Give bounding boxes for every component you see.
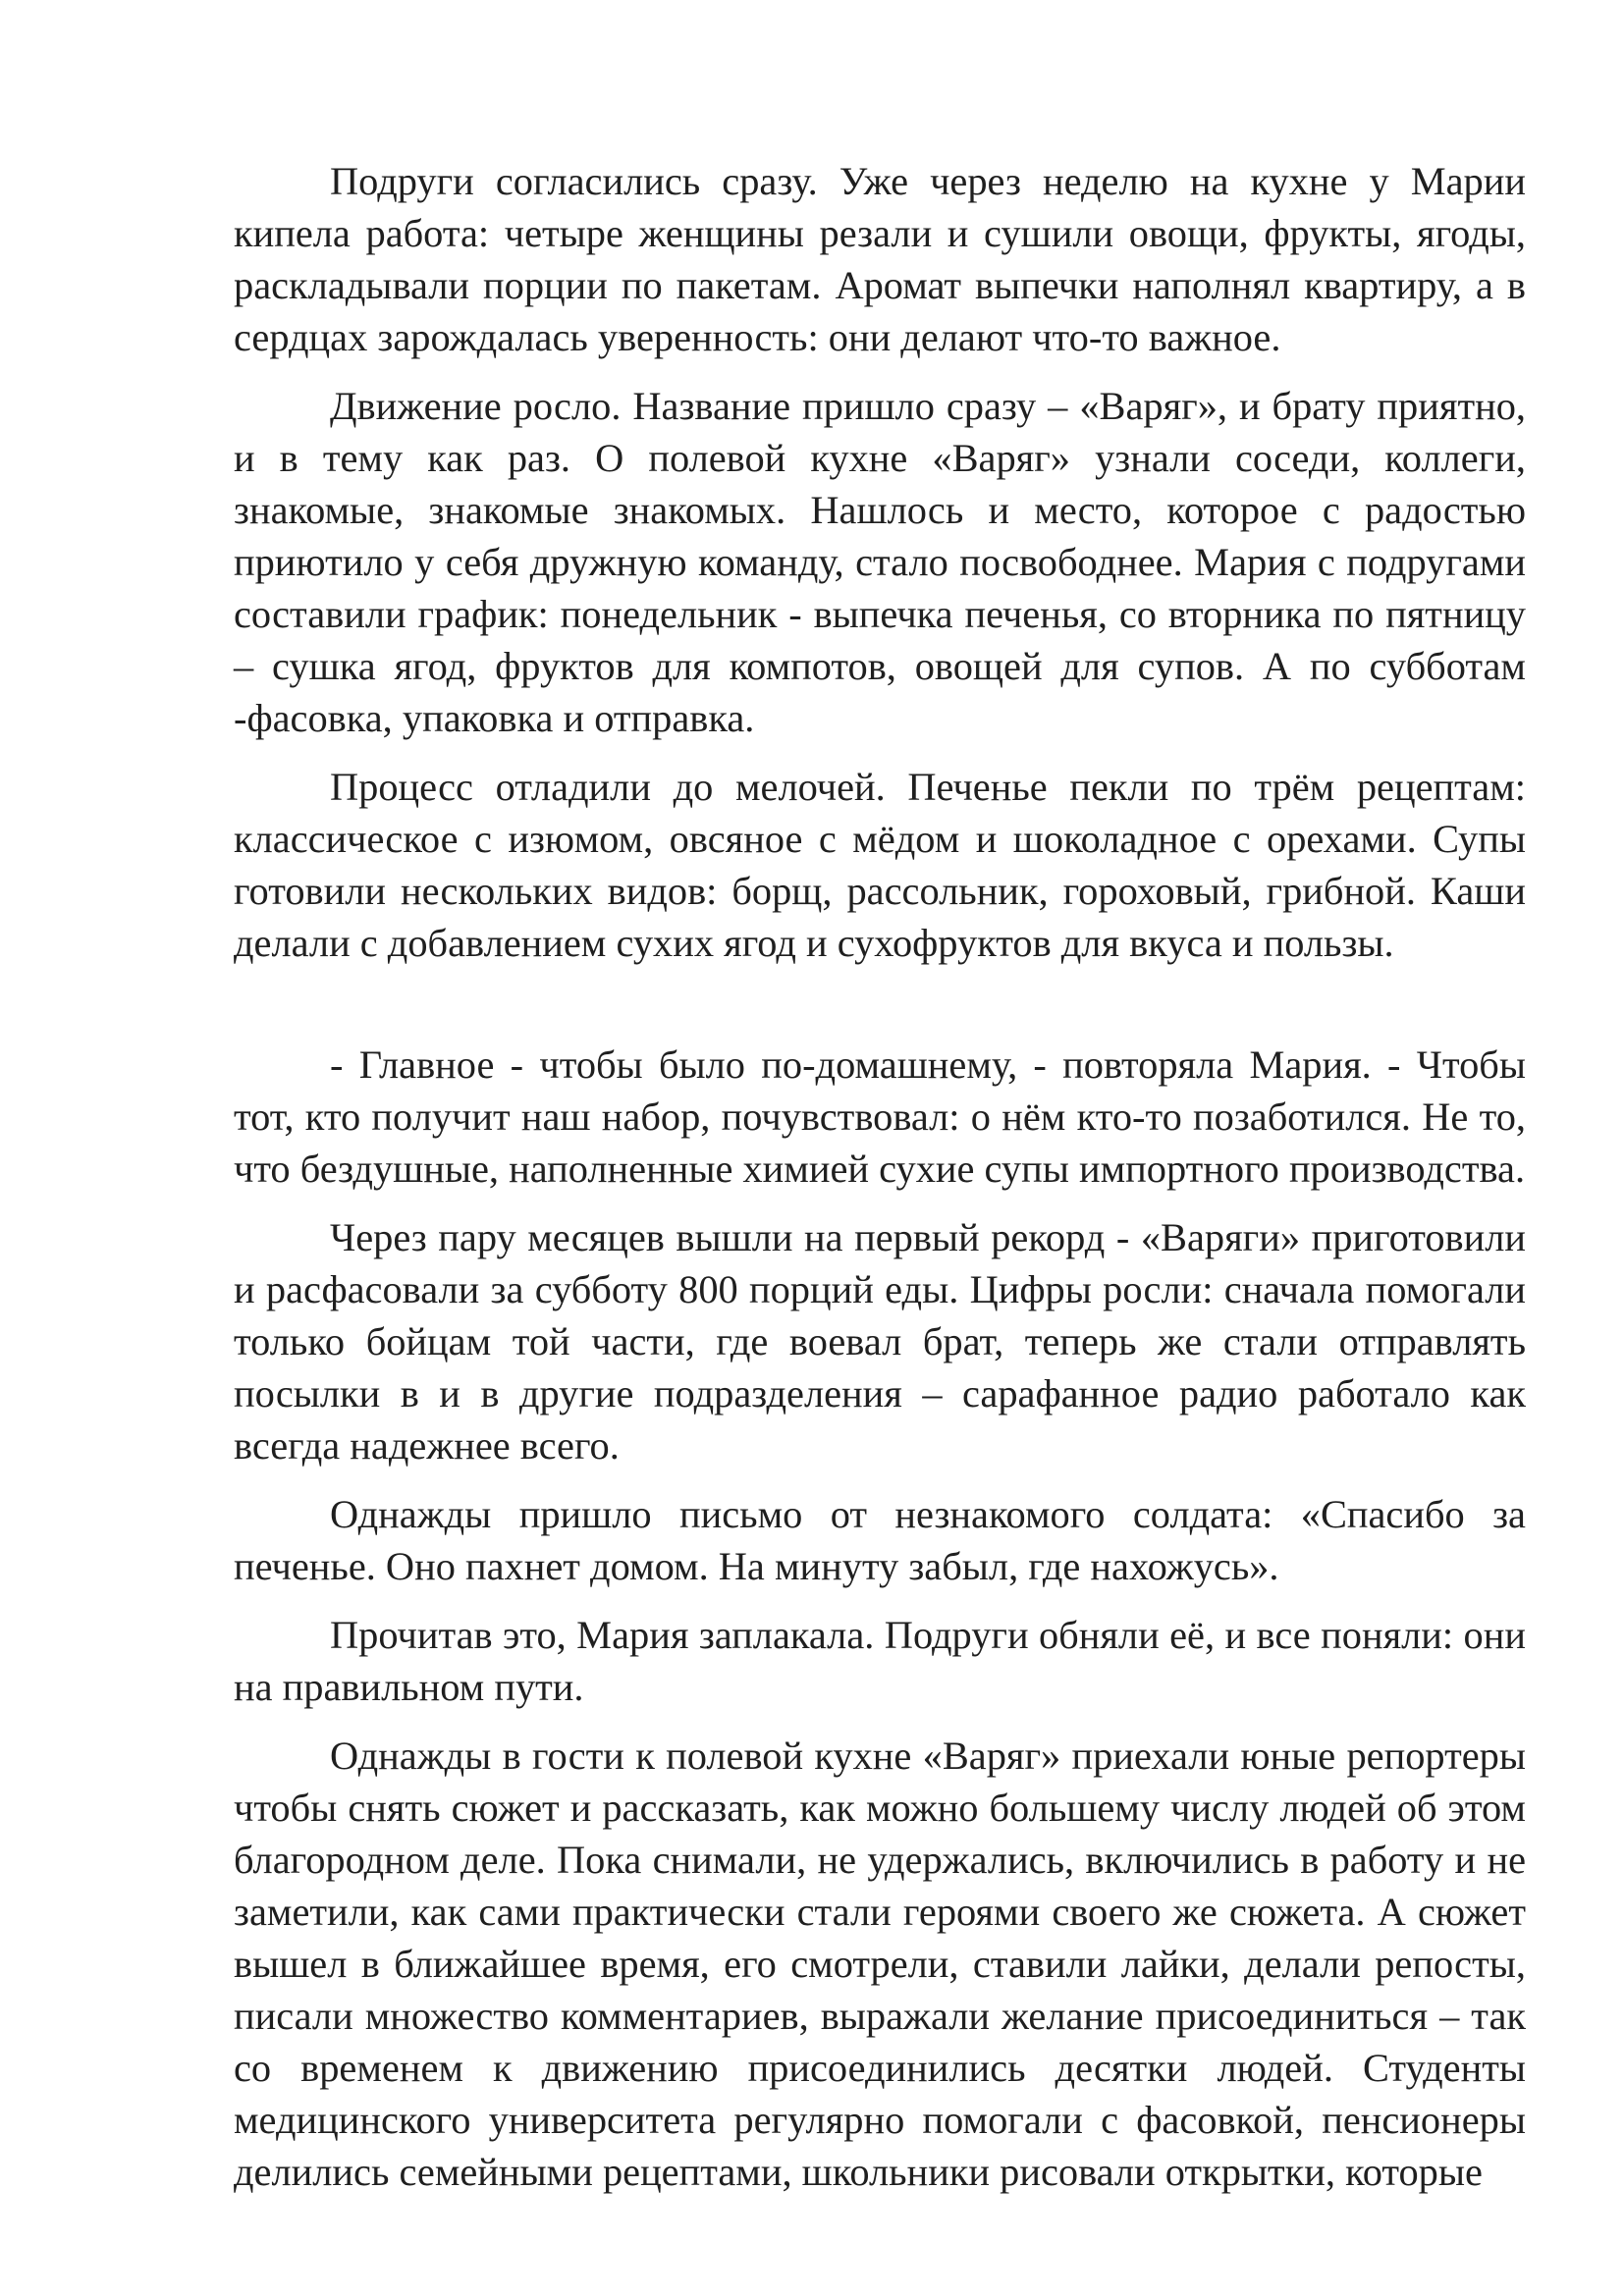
paragraph-7: Прочитав это, Мария заплакала. Подруги обняли её, и все поняли: они на правильном пути. (234, 1613, 1526, 1709)
paragraph-2: Движение росло. Название пришло сразу – «Варяг», и брату приятно, и в тему как раз. О полевой кухне «Варяг» узнали соседи, коллеги, знакомые, знакомые знакомых. Нашлось и место, которое с радостью приютило у себя дружную команду, стало посвободнее. Мария с подругами составили график: понедельник - выпечка печенья, со вторника по пятницу – сушка ягод, фруктов для компотов, овощей для супов. А по субботам -фасовка, упаковка и отправка. (234, 384, 1526, 740)
paragraph-4: - Главное - чтобы было по-домашнему, - повторяла Мария. - Чтобы тот, кто получит наш набор, почувствовал: о нём кто-то позаботился. Не то, что бездушные, наполненные химией сухие супы импортного производства. (234, 1042, 1526, 1191)
paragraph-5: Через пару месяцев вышли на первый рекорд - «Варяги» приготовили и расфасовали за субботу 800 порций еды. Цифры росли: сначала помогали только бойцам той части, где воевал брат, теперь же стали отправлять посылки в и в другие подразделения – сарафанное радио работало как всегда надежнее всего. (234, 1215, 1526, 1468)
paragraph-8: Однажды в гости к полевой кухне «Варяг» приехали юные репортеры чтобы снять сюжет и рассказать, как можно большему числу людей об этом благородном деле. Пока снимали, не удержались, включились в работу и не заметили, как сами практически стали героями своего же сюжета. А сюжет вышел в ближайшее время, его смотрели, ставили лайки, делали репосты, писали множество комментариев, выражали желание присоединиться – так со временем к движению присоединились десятки людей. Студенты медицинского университета регулярно помогали с фасовкой, пенсионеры делились семейными рецептами, школьники рисовали открытки, которые (234, 1734, 1526, 2194)
paragraph-6: Однажды пришло письмо от незнакомого солдата: «Спасибо за печенье. Оно пахнет домом. На минуту забыл, где нахожусь». (234, 1492, 1526, 1588)
paragraph-3: Процесс отладили до мелочей. Печенье пекли по трём рецептам: классическое с изюмом, овсяное с мёдом и шоколадное с орехами. Супы готовили нескольких видов: борщ, рассольник, гороховый, грибной. Каши делали с добавлением сухих ягод и сухофруктов для вкуса и пользы. (234, 765, 1526, 965)
paragraph-1: Подруги согласились сразу. Уже через неделю на кухне у Марии кипела работа: четыре женщины резали и сушили овощи, фрукты, ягоды, раскладывали порции по пакетам. Аромат выпечки наполнял квартиру, а в сердцах зарождалась уверенность: они делают что-то важное. (234, 159, 1526, 359)
text-column (234, 155, 1526, 2215)
